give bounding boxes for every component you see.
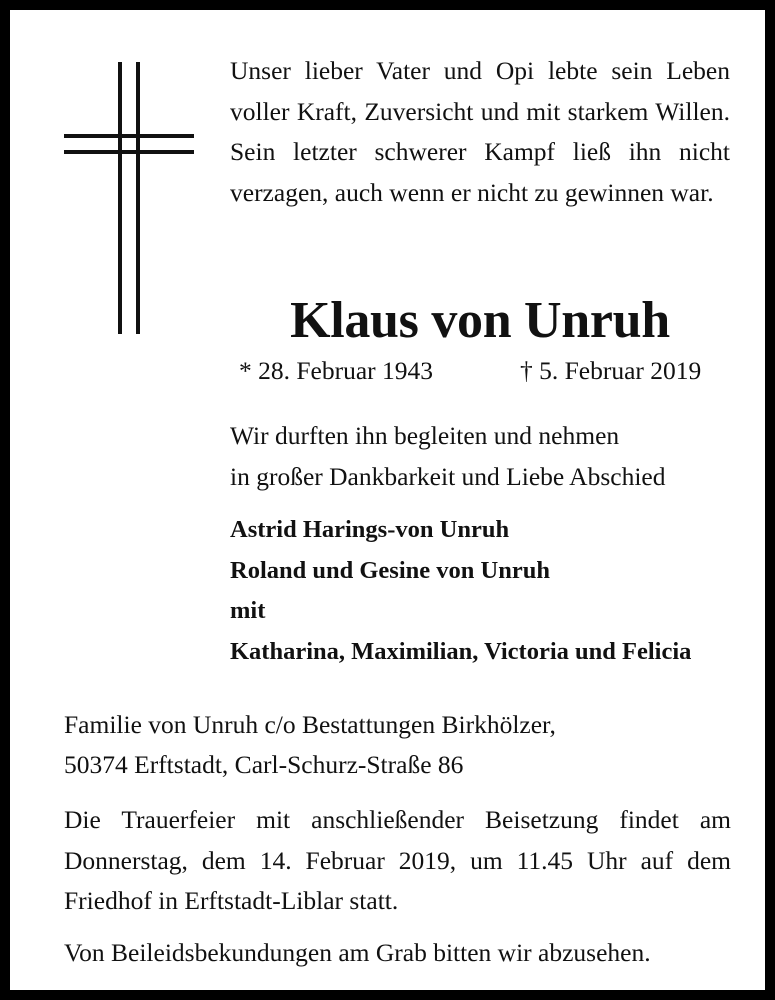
mourner-name: Roland und Gesine von Unruh: [230, 556, 550, 584]
mourner-name: Astrid Harings-von Unruh: [230, 516, 510, 543]
farewell-line-2: in großer Dankbarkeit und Liebe Abschied: [230, 461, 666, 491]
closing-note: Von Beileidsbekundungen am Grab bitten wir abzusehen.: [64, 938, 651, 967]
deceased-name: Klaus von Unruh: [290, 292, 670, 349]
mourners-list: [230, 510, 750, 672]
ceremony-paragraph: Die Trauerfeier mit anschließender Beisetzung findet am Donnerstag, dem 14. Februar 2019, um 11.45 Uhr auf dem Friedhof in Erftstadt-Liblar statt.: [64, 805, 731, 915]
mourner-connector: mit: [230, 597, 266, 624]
birth-date: * 28. Februar 1943: [239, 356, 434, 385]
latin-cross-icon: [64, 62, 194, 334]
contact-line-1: Familie von Unruh c/o Bestattungen Birkhölzer,: [64, 710, 556, 739]
farewell-text: [230, 416, 750, 497]
contact-line-2: 50374 Erftstadt, Carl-Schurz-Straße 86: [64, 750, 464, 779]
farewell-line-1: Wir durften ihn begleiten und nehmen: [230, 421, 620, 450]
contact-address: [64, 705, 734, 785]
intro-paragraph: Unser lieber Vater und Opi lebte sein Leben voller Kraft, Zuversicht und mit starkem Willen. Sein letzter schwerer Kampf ließ ihn nicht verzagen, auch wenn er nicht zu gewinnen war.: [230, 56, 730, 207]
death-date: † 5. Februar 2019: [520, 356, 702, 385]
mourner-name: Katharina, Maximilian, Victoria und Felicia: [230, 637, 692, 665]
